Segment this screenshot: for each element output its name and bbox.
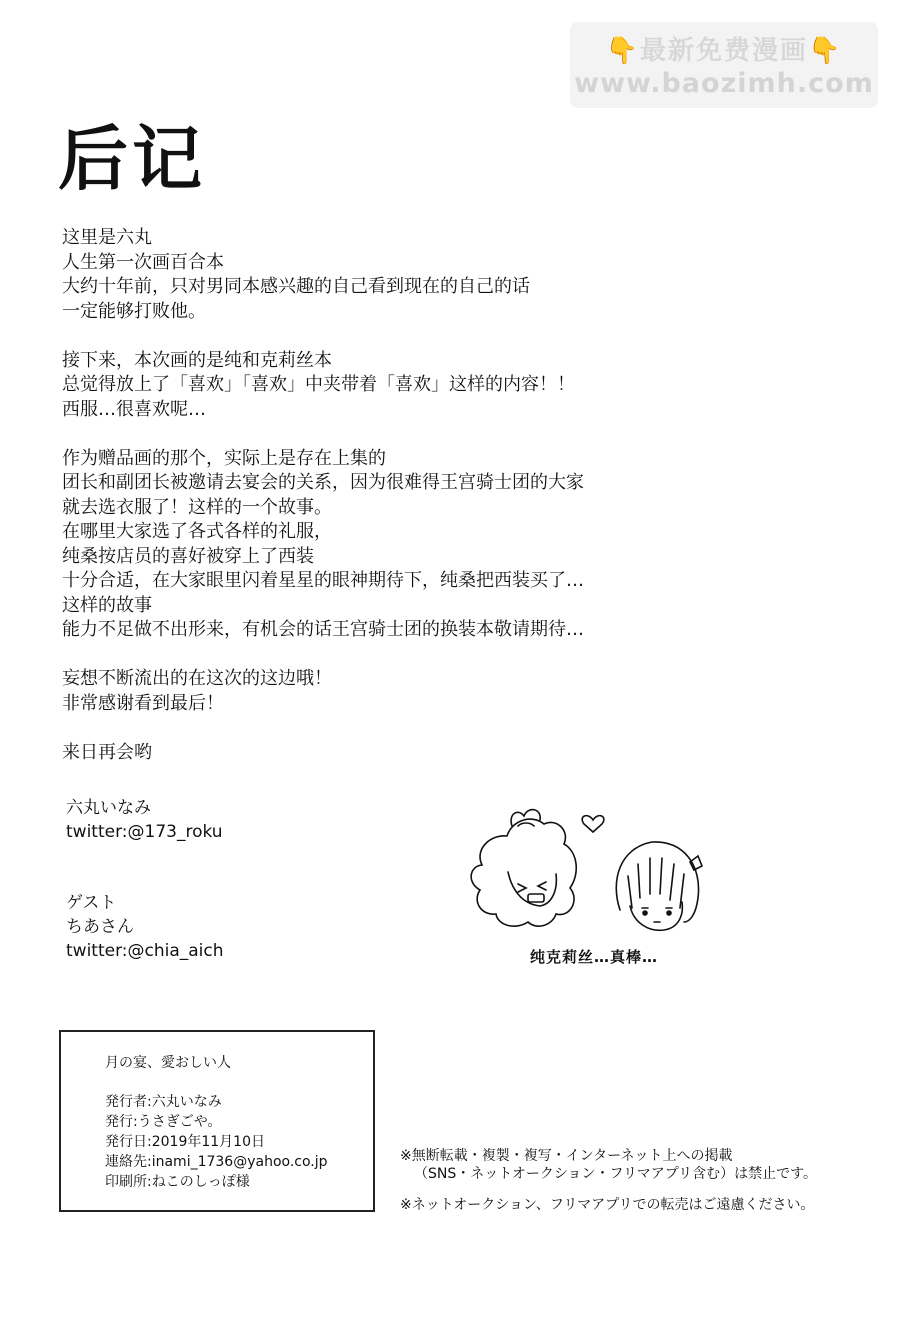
body-line: 在哪里大家选了各式各样的礼服， bbox=[62, 521, 332, 542]
watermark-banner bbox=[570, 22, 878, 108]
body-line: 能力不足做不出形来，有机会的话王宫骑士团的换装本敬请期待… bbox=[62, 619, 584, 640]
author-credits bbox=[66, 796, 223, 844]
right-character-face bbox=[630, 902, 682, 930]
colophon-box bbox=[59, 1030, 375, 1212]
body-line: 十分合适，在大家眼里闪着星星的眼神期待下，纯桑把西装买了… bbox=[62, 570, 584, 591]
paragraph-gap bbox=[62, 324, 662, 349]
body-line: 接下来，本次画的是纯和克莉丝本 bbox=[62, 349, 332, 371]
body-line: 西服…很喜欢呢… bbox=[62, 398, 206, 420]
watermark-text: 最新免费漫画 bbox=[639, 36, 808, 66]
left-character-face bbox=[508, 872, 556, 906]
guest-name: ちあさん bbox=[66, 917, 134, 937]
body-line: 妄想不断流出的在这次的这边哦！ bbox=[62, 668, 332, 689]
body-line: 人生第一次画百合本 bbox=[62, 251, 224, 273]
body-line: 这里是六丸 bbox=[62, 227, 152, 248]
guest-credits bbox=[66, 891, 224, 963]
body-line: 总觉得放上了「喜欢」「喜欢」中夹带着「喜欢」这样的内容！！ bbox=[62, 374, 575, 395]
circle-line: 発行:うさぎごや。 bbox=[105, 1114, 222, 1130]
date-line: 発行日:2019年11月10日 bbox=[105, 1134, 265, 1150]
copyright-notice bbox=[400, 1147, 817, 1183]
body-line: 一定能够打败他。 bbox=[62, 300, 206, 322]
body-line: 大约十年前，只对男同本感兴趣的自己看到现在的自己的话 bbox=[62, 276, 530, 297]
page-title: 后记 bbox=[58, 118, 206, 200]
body-line: 来日再会哟 bbox=[62, 741, 152, 763]
contact-line: 連絡先:inami_1736@yahoo.co.jp bbox=[105, 1154, 328, 1170]
bandage-icon bbox=[528, 894, 544, 902]
illustration-caption: 纯克莉丝…真棒… bbox=[530, 948, 659, 966]
notice-line: ※無断転載・複製・複写・インターネット上への掲載 bbox=[400, 1148, 733, 1164]
paragraph-gap bbox=[62, 422, 662, 447]
body-line: 就去选衣服了！这样的一个故事。 bbox=[62, 496, 332, 518]
book-title: 月の宴、愛おしい人 bbox=[105, 1055, 231, 1071]
heart-icon bbox=[582, 816, 604, 832]
guest-label: ゲスト bbox=[66, 893, 117, 913]
pointing-down-icon-left: 👇 bbox=[605, 36, 640, 66]
body-line: 作为赠品画的那个，实际上是存在上集的 bbox=[62, 447, 386, 469]
body-line: 纯桑按店员的喜好被穿上了西装 bbox=[62, 545, 314, 567]
body-line: 这样的故事 bbox=[62, 594, 152, 616]
printer-line: 印刷所:ねこのしっぽ様 bbox=[105, 1174, 250, 1190]
paragraph-gap bbox=[62, 716, 662, 741]
body-line: 团长和副团长被邀请去宴会的关系，因为很难得王宫骑士团的大家 bbox=[62, 472, 584, 493]
paragraph-gap bbox=[62, 643, 662, 668]
author-name: 六丸いなみ bbox=[66, 798, 151, 818]
watermark-url: www.baozimh.com bbox=[574, 68, 874, 99]
left-character-hair bbox=[471, 819, 576, 926]
notice-line: ※ネットオークション、フリマアプリでの転売はご遠慮ください。 bbox=[400, 1197, 815, 1213]
pointing-down-icon-right: 👇 bbox=[808, 36, 843, 66]
author-twitter: twitter:@173_roku bbox=[66, 822, 223, 842]
watermark-line-1 bbox=[570, 30, 878, 67]
colophon-details bbox=[105, 1092, 328, 1192]
body-line: 非常感谢看到最后！ bbox=[62, 692, 224, 714]
publisher-line: 発行者:六丸いなみ bbox=[105, 1094, 222, 1110]
afterword-body bbox=[62, 226, 662, 765]
guest-twitter: twitter:@chia_aich bbox=[66, 941, 224, 961]
notice-line: （SNS・ネットオークション・フリマアプリ含む）は禁止です。 bbox=[414, 1166, 818, 1182]
resale-notice bbox=[400, 1196, 815, 1214]
